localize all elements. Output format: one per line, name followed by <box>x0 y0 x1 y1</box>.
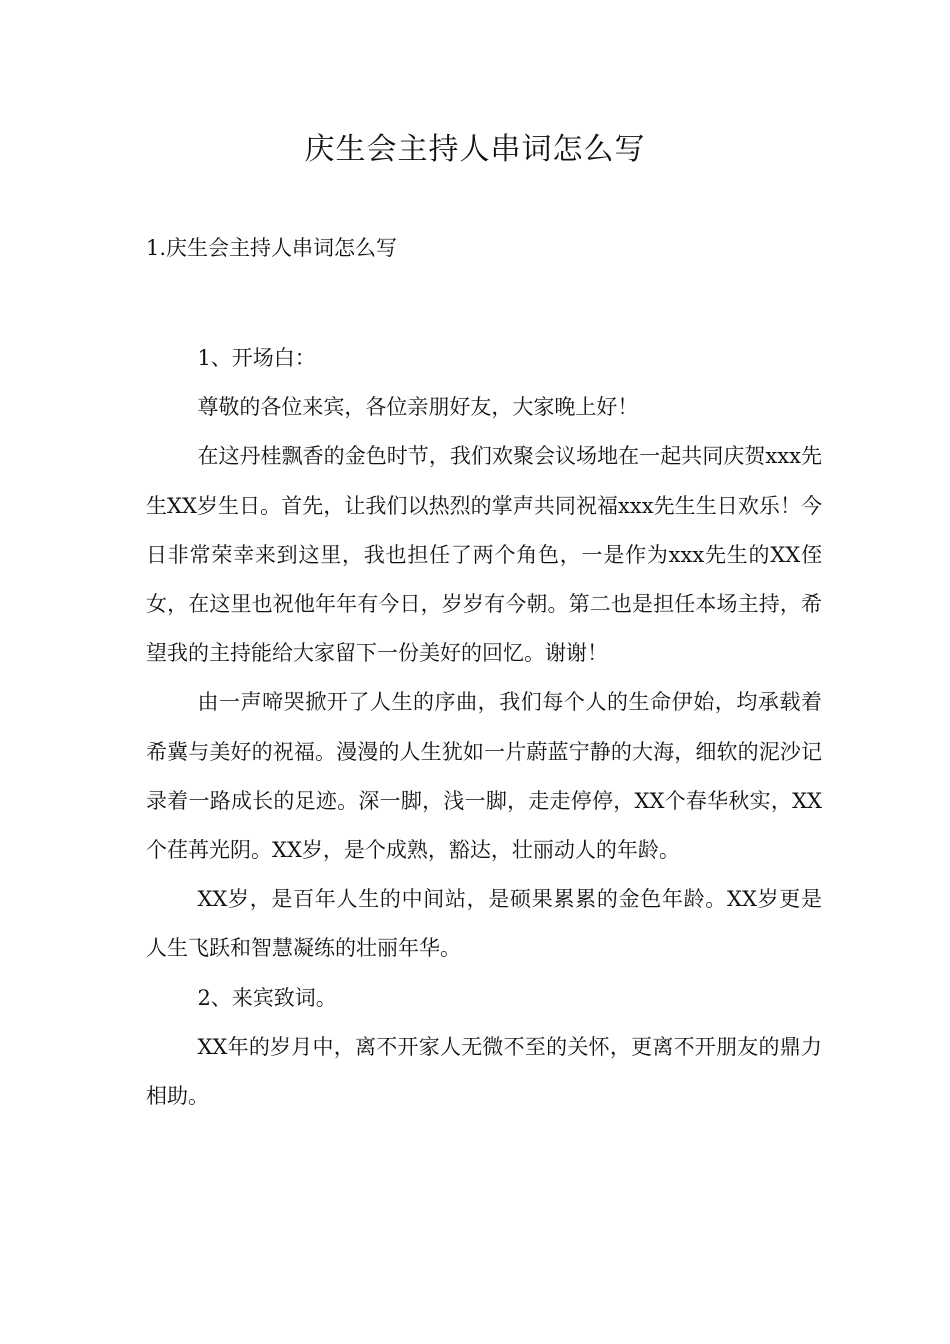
paragraph-introduction: 在这丹桂飘香的金色时节，我们欢聚会议场地在一起共同庆贺xxx先生XX岁生日。首先，让我们以热烈的掌声共同祝福xxx先生生日欢乐！今日非常荣幸来到这里，我也担任了两个角色，一是作为xxx先生的XX侄女，在这里也祝他年年有今日，岁岁有今朝。第二也是担任本场主持，希望我的主持能给大家留下一份美好的回忆。谢谢！ <box>146 444 822 666</box>
paragraph-opening-heading: 1、开场白： <box>197 346 316 370</box>
paragraph-milestone-age: XX岁，是百年人生的中间站，是硕果累累的金色年龄。XX岁更是人生飞跃和智慧凝练的壮丽年华。 <box>146 887 822 961</box>
section-heading: 1.庆生会主持人串词怎么写 <box>146 236 398 260</box>
document-body <box>146 334 822 1121</box>
document-title: 庆生会主持人串词怎么写 <box>304 132 646 167</box>
paragraph-life-prelude: 由一声啼哭掀开了人生的序曲，我们每个人的生命伊始，均承载着希冀与美好的祝福。漫漫的人生犹如一片蔚蓝宁静的大海，细软的泥沙记录着一路成长的足迹。深一脚，浅一脚，走走停停，XX个春华秋实，XX个荏苒光阴。XX岁，是个成熟，豁达，壮丽动人的年龄。 <box>146 690 822 863</box>
paragraph-greeting: 尊敬的各位来宾，各位亲朋好友，大家晚上好！ <box>197 395 639 420</box>
paragraph-family-friends: XX年的岁月中，离不开家人无微不至的关怀，更离不开朋友的鼎力相助。 <box>146 1034 822 1109</box>
paragraph-guest-speech-heading: 2、来宾致词。 <box>197 985 337 1010</box>
